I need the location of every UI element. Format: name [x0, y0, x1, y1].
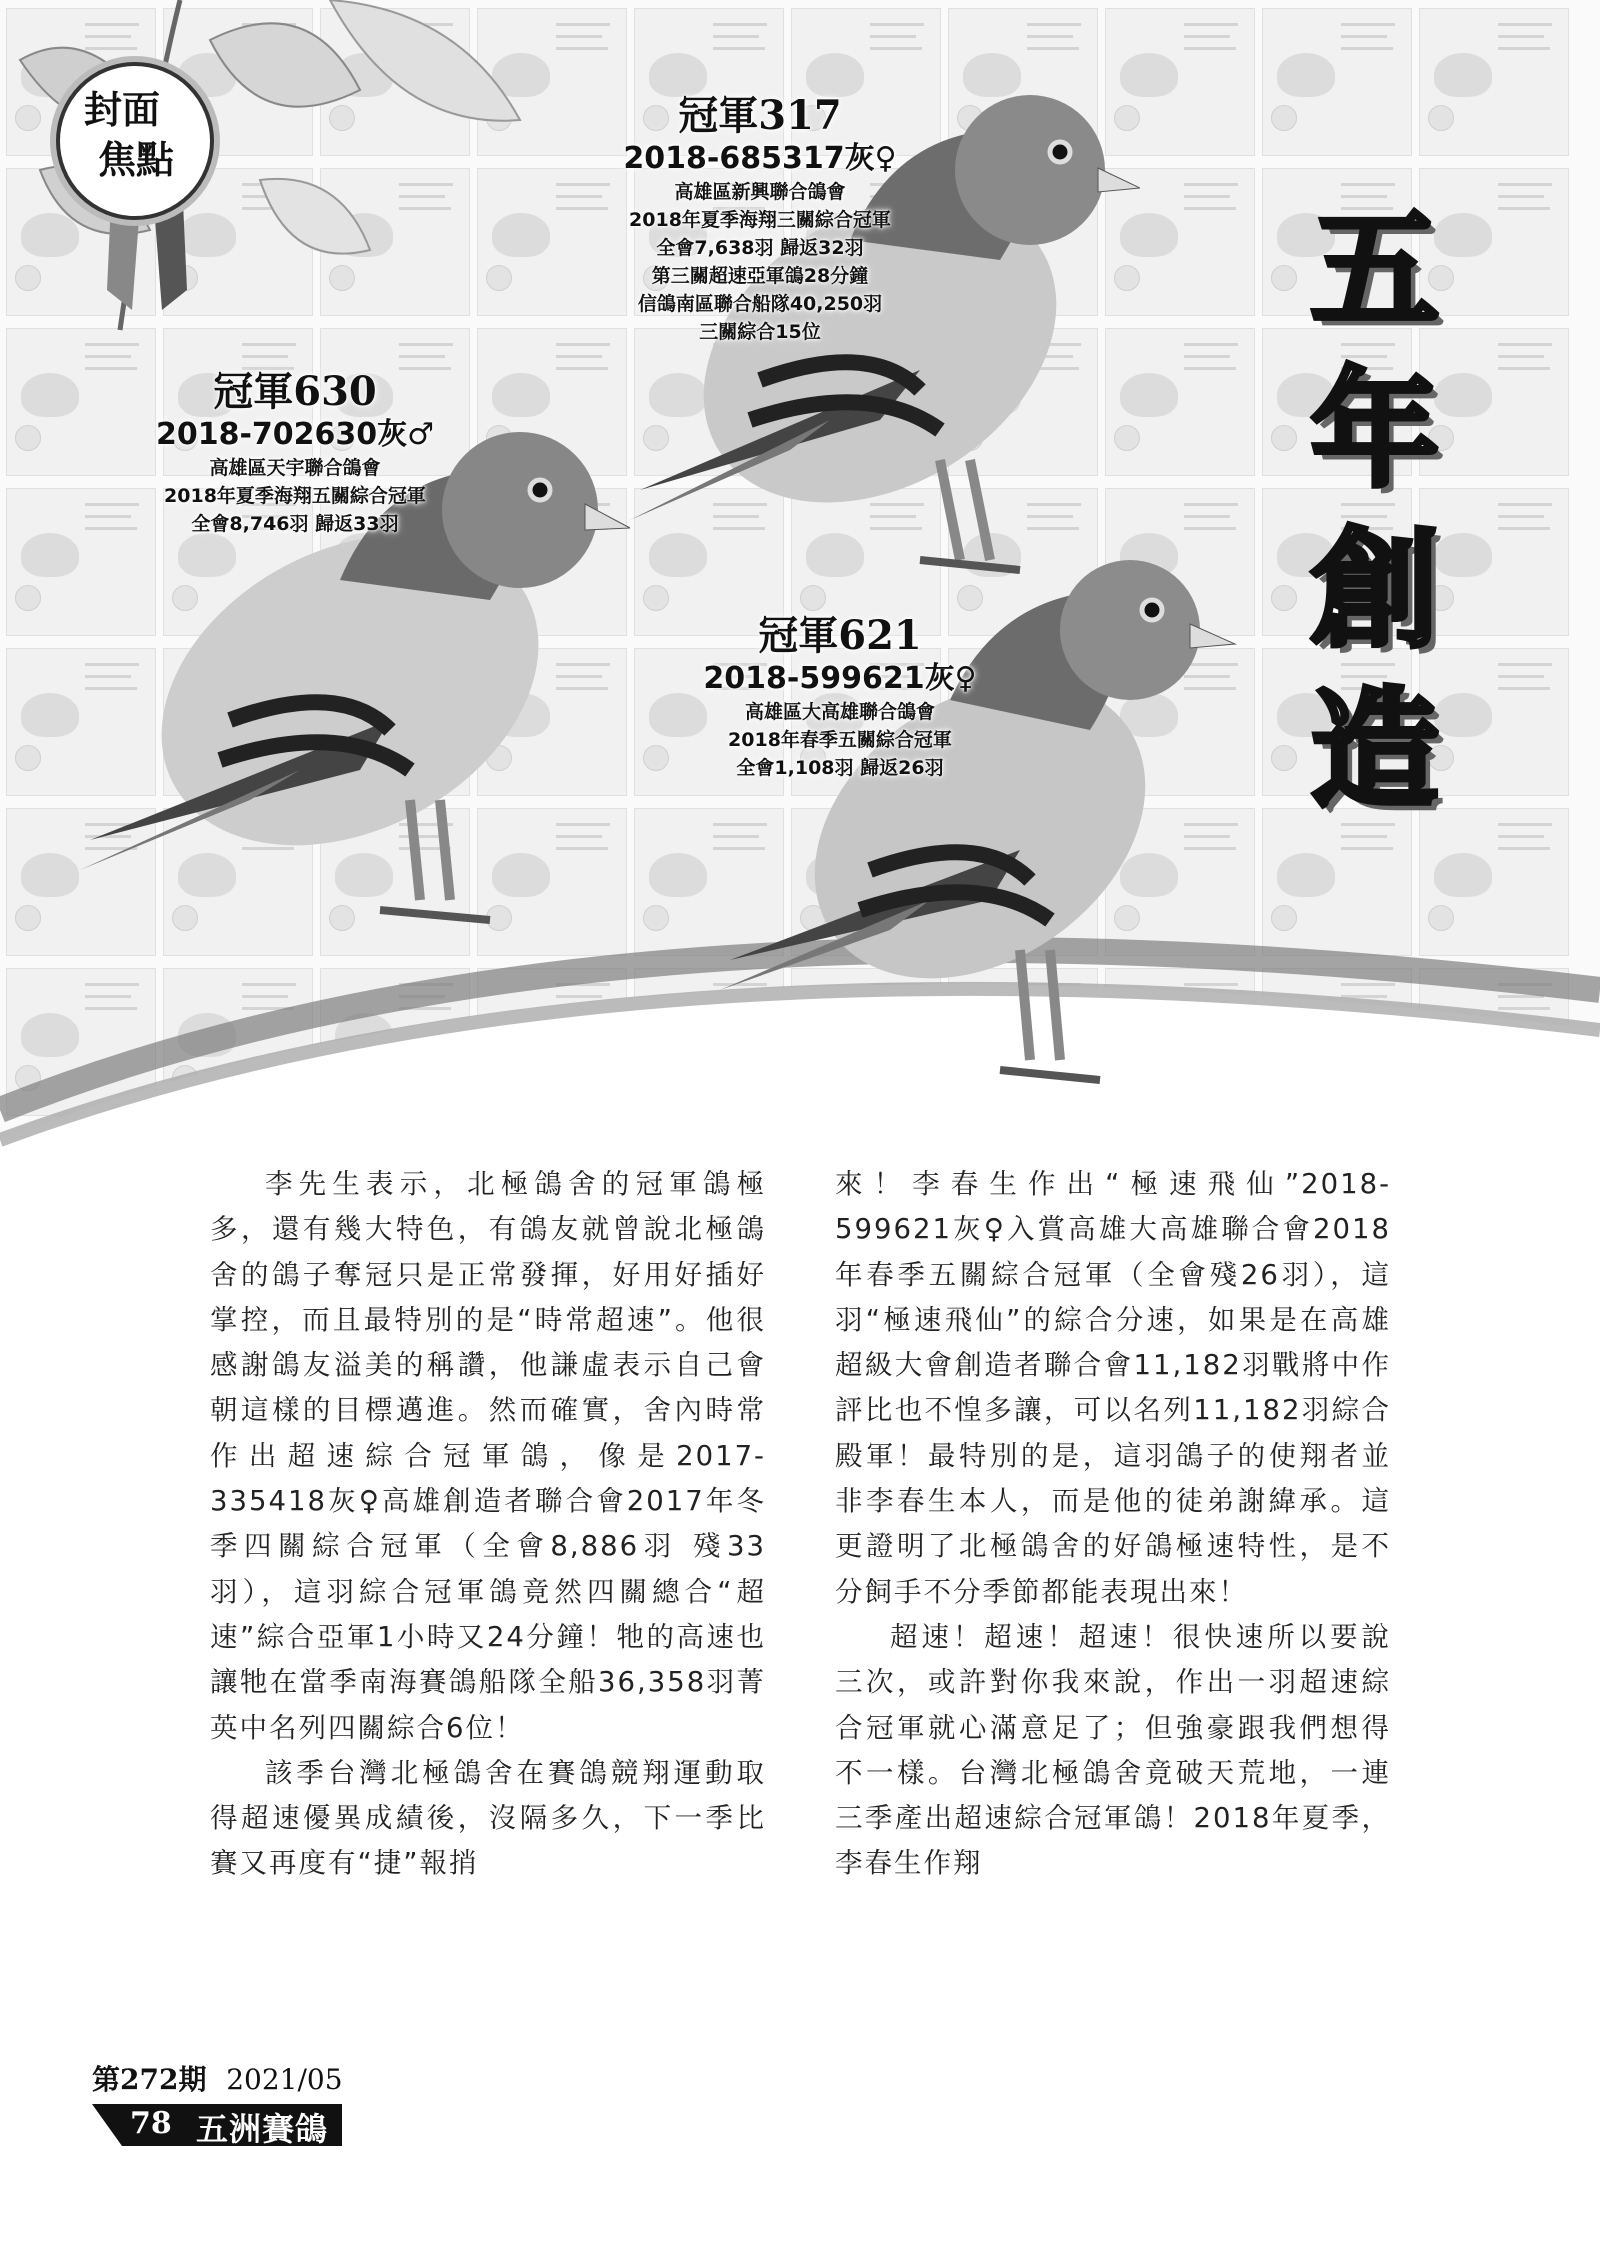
article-paragraph: 李先生表示，北極鴿舍的冠軍鴿極多，還有幾大特色，有鴿友就曾說北極鴿舍的鴿子奪冠只是正常發揮，好用好插好掌控，而且最特別的是“時常超速”。他很感謝鴿友溢美的稱讚，他謙虛表示自己會朝這樣的目標邁進。然而確實，舍內時常作出超速綜合冠軍鴿，像是2017-335418灰♀高雄創造者聯合會2017年冬季四關綜合冠軍（全會8,886羽 殘33羽），這羽綜合冠軍鴿竟然四關總合“超速”綜合亞軍1小時又24分鐘！牠的高速也讓牠在當季南海賽鴿船隊全船36,358羽菁英中名列四關綜合6位！ [210, 1168, 766, 1744]
title-char: 五 [1310, 195, 1439, 345]
issue-info [92, 2058, 343, 2098]
champion-317-line: 信鴿南區聯合船隊40,250羽 [637, 293, 883, 315]
article-paragraph: 超速！超速！超速！很快速所以要說三次，或許對你我來說，作出一羽超速綜合冠軍就心滿意足了；但強豪跟我們想得不一樣。台灣北極鴿舍竟破天荒地，一連三季產出超速綜合冠軍鴿！2018年夏季，李春生作翔 [835, 1620, 1391, 1880]
champion-317-line: 全會7,638羽 歸返32羽 [656, 237, 864, 259]
champion-630-line: 全會8,746羽 歸返33羽 [191, 513, 399, 535]
title-char: 年 [1310, 355, 1439, 505]
champion-317-line: 三關綜合15位 [699, 321, 821, 343]
article-column-1 [210, 1162, 766, 1887]
champion-630-label [120, 368, 470, 538]
article-paragraph: 該季台灣北極鴿舍在賽鴿競翔運動取得超速優異成績後，沒隔多久，下一季比賽又再度有“捷”報捎 [210, 1756, 766, 1880]
page-number: 78 [130, 2106, 172, 2141]
champion-630-line: 高雄區天宇聯合鴿會 [209, 457, 381, 479]
badge-line-1: 封面 [84, 87, 161, 132]
champion-317-label [590, 92, 930, 346]
article-paragraph: 來！李春生作出“極速飛仙”2018-599621灰♀入賞高雄大高雄聯合會2018年春季五關綜合冠軍（全會殘26羽），這羽“極速飛仙”的綜合分速，如果是在高雄超級大會創造者聯合會11,182羽戰將中作評比也不惶多讓，可以名列11,182羽綜合殿軍！最特別的是，這羽鴿子的使翔者並非李春生本人，而是他的徒弟謝緯承。這更證明了北極鴿舍的好鴿極速特性，是不分飼手不分季節都能表現出來！ [835, 1168, 1391, 1608]
title-char: 造 [1310, 675, 1439, 825]
champion-621-line: 高雄區大高雄聯合鴿會 [744, 701, 935, 723]
champion-630-ring: 2018-702630灰♂ [155, 417, 435, 452]
title-char: 創 [1310, 515, 1439, 665]
champion-621-title: 冠軍621 [758, 612, 922, 659]
champion-621-label [670, 612, 1010, 782]
champion-621-line: 全會1,108羽 歸返26羽 [736, 757, 944, 779]
cover-focus-badge [56, 62, 214, 220]
champion-317-line: 高雄區新興聯合鴿會 [674, 181, 846, 203]
champion-630-line: 2018年夏季海翔五關綜合冠軍 [164, 485, 426, 507]
champion-317-title: 冠軍317 [678, 92, 842, 139]
champion-317-line: 2018年夏季海翔三關綜合冠軍 [629, 209, 891, 231]
issue-number: 第272期 [92, 2063, 207, 2096]
certificate-card [1419, 8, 1569, 156]
article-column-2 [835, 1162, 1391, 1887]
five-year-creation-title [1300, 190, 1450, 830]
magazine-name: 五洲賽鴿 [196, 2110, 329, 2148]
champion-621-ring: 2018-599621灰♀ [703, 661, 977, 696]
champion-317-ring: 2018-685317灰♀ [623, 141, 897, 176]
champion-317-line: 第三關超速亞軍鴿28分鐘 [651, 265, 869, 287]
certificate-card [1262, 8, 1412, 156]
issue-date: 2021/05 [226, 2063, 343, 2096]
champion-621-line: 2018年春季五關綜合冠軍 [728, 729, 952, 751]
champion-630-title: 冠軍630 [213, 368, 377, 415]
badge-line-2: 焦點 [98, 137, 175, 182]
